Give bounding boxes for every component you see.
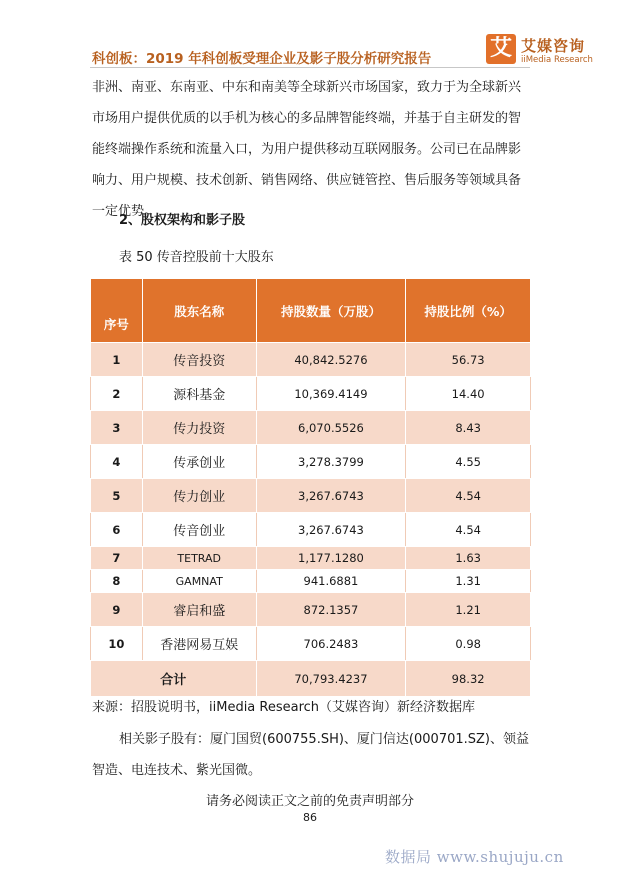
header-divider — [90, 67, 530, 68]
share-count: 6,070.5526 — [256, 411, 406, 445]
table-row — [91, 377, 531, 411]
table-caption: 表 50 传音控股前十大股东 — [119, 250, 274, 265]
share-count: 3,267.6743 — [256, 513, 406, 547]
shareholder-name: 传力创业 — [142, 479, 256, 513]
row-index: 7 — [91, 547, 143, 570]
shareholder-name: GAMNAT — [142, 570, 256, 593]
row-index: 3 — [91, 411, 143, 445]
column-header-name: 股东名称 — [142, 279, 256, 343]
share-ratio: 4.54 — [406, 479, 531, 513]
total-label: 合计 — [91, 661, 257, 697]
share-ratio: 1.31 — [406, 570, 531, 593]
row-index: 10 — [91, 627, 143, 661]
shareholders-table — [90, 278, 531, 697]
row-index: 5 — [91, 479, 143, 513]
shareholder-name: 香港网易互娱 — [142, 627, 256, 661]
shareholder-name: 源科基金 — [142, 377, 256, 411]
column-header-shares: 持股数量（万股） — [256, 279, 406, 343]
page-number: 86 — [303, 811, 317, 824]
table-row — [91, 627, 531, 661]
iimedia-logo-icon: 艾 — [486, 34, 516, 64]
logo-text-cn: 艾媒咨询 — [521, 37, 586, 55]
table-row — [91, 479, 531, 513]
logo-text-en: iiMedia Research — [521, 55, 593, 65]
share-count: 872.1357 — [256, 593, 406, 627]
share-count: 3,278.3799 — [256, 445, 406, 479]
shareholder-name: 睿启和盛 — [142, 593, 256, 627]
total-shares: 70,793.4237 — [256, 661, 406, 697]
row-index: 8 — [91, 570, 143, 593]
share-ratio: 8.43 — [406, 411, 531, 445]
section-heading: 2、股权架构和影子股 — [119, 213, 246, 228]
report-title: 科创板：2019 年科创板受理企业及影子股分析研究报告 — [92, 51, 432, 67]
total-ratio: 98.32 — [406, 661, 531, 697]
table-row — [91, 411, 531, 445]
table-row — [91, 343, 531, 377]
share-ratio: 4.54 — [406, 513, 531, 547]
table-header-row — [91, 279, 531, 343]
row-index: 2 — [91, 377, 143, 411]
share-count: 941.6881 — [256, 570, 406, 593]
share-ratio: 0.98 — [406, 627, 531, 661]
related-stocks-paragraph: 相关影子股有：厦门国贸(600755.SH)、厦门信达(000701.SZ)、领益智造、电连技术、紫光国微。 — [92, 732, 529, 778]
share-ratio: 1.63 — [406, 547, 531, 570]
share-ratio: 1.21 — [406, 593, 531, 627]
share-count: 706.2483 — [256, 627, 406, 661]
shareholder-name: 传音投资 — [142, 343, 256, 377]
row-index: 1 — [91, 343, 143, 377]
share-count: 40,842.5276 — [256, 343, 406, 377]
row-index: 9 — [91, 593, 143, 627]
shareholder-name: 传音创业 — [142, 513, 256, 547]
share-ratio: 56.73 — [406, 343, 531, 377]
table-row — [91, 547, 531, 570]
table-row — [91, 593, 531, 627]
row-index: 4 — [91, 445, 143, 479]
share-count: 10,369.4149 — [256, 377, 406, 411]
shareholder-name: TETRAD — [142, 547, 256, 570]
share-ratio: 14.40 — [406, 377, 531, 411]
table-row — [91, 445, 531, 479]
table-row — [91, 570, 531, 593]
column-header-index: 序号 — [91, 279, 143, 343]
share-ratio: 4.55 — [406, 445, 531, 479]
source-note: 来源：招股说明书，iiMedia Research（艾媒咨询）新经济数据库 — [92, 700, 476, 715]
share-count: 3,267.6743 — [256, 479, 406, 513]
column-header-ratio: 持股比例（%） — [406, 279, 531, 343]
shareholder-name: 传力投资 — [142, 411, 256, 445]
share-count: 1,177.1280 — [256, 547, 406, 570]
footer-disclaimer: 请务必阅读正文之前的免责声明部分 — [205, 794, 414, 809]
table-row — [91, 513, 531, 547]
shareholder-name: 传承创业 — [142, 445, 256, 479]
watermark: 数据局 www.shujuju.cn — [385, 848, 564, 866]
intro-paragraph: 非洲、南亚、东南亚、中东和南美等全球新兴市场国家，致力于为全球新兴市场用户提供优质的以手机为核心的多品牌智能终端，并基于自主研发的智能终端操作系统和流量入口，为用户提供移动互联网服务。公司已在品牌影响力、用户规模、技术创新、销售网络、供应链管控、售后服务等领域具备一定优势。 — [92, 80, 522, 219]
row-index: 6 — [91, 513, 143, 547]
